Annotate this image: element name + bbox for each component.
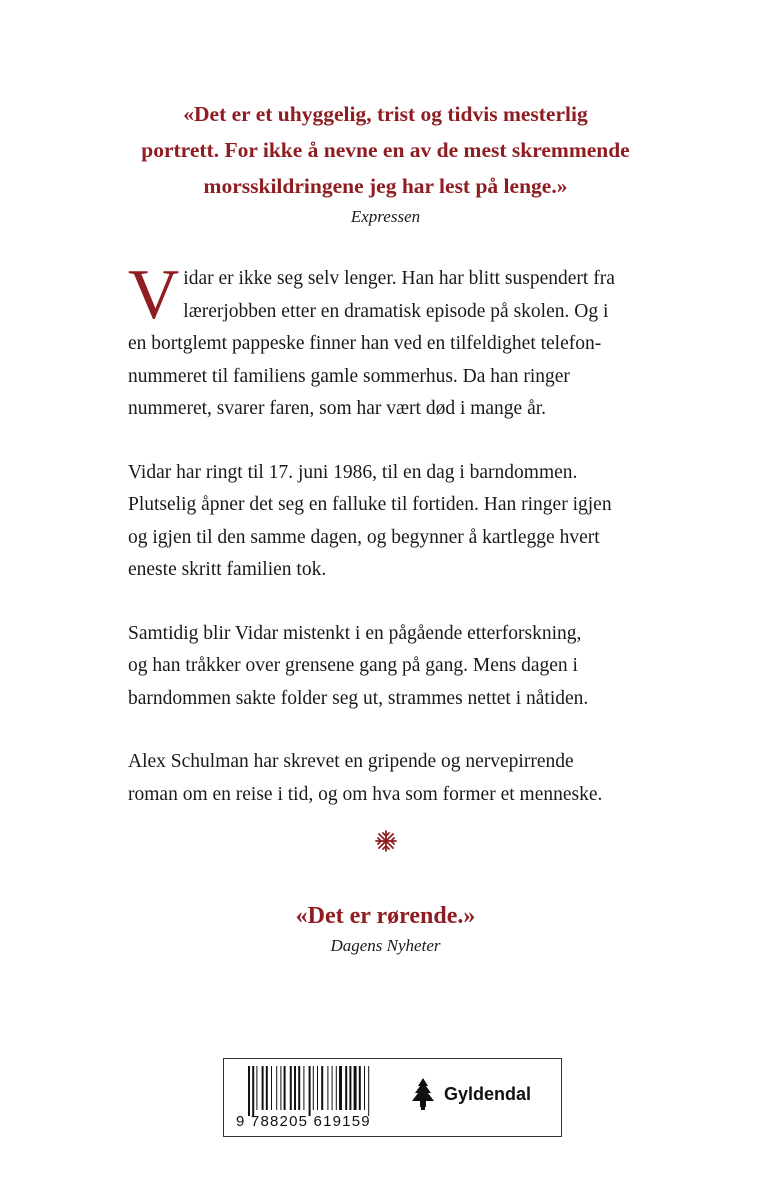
isbn-barcode [248, 1066, 388, 1116]
top-quote-line: morsskildringene jeg har lest på lenge.» [203, 174, 568, 198]
blurb-line: Alex Schulman har skrevet en gripende og nervepirrende [128, 751, 574, 772]
book-blurb [128, 256, 668, 842]
blurb-line: Vidar har ringt til 17. juni 1986, til en dag i barndommen. [128, 461, 578, 483]
bottom-quote-text: «Det er rørende.» [295, 903, 476, 929]
fir-tree-icon [408, 1077, 438, 1111]
blurb-line: roman om en reise i tid, og om hva som former et menneske. [128, 783, 603, 805]
blurb-line: Samtidig blir Vidar mistenkt i en pågående etterforskning, [128, 622, 582, 644]
blurb-line: lærerjobben etter en dramatisk episode på skolen. Og i [183, 300, 609, 322]
top-quote-line: portrett. For ikke å nevne en av de mest skremmende [141, 138, 630, 162]
snowflake-ornament-icon [0, 829, 771, 858]
top-quote-source: Expressen [350, 207, 421, 226]
blurb-paragraph [128, 746, 668, 811]
blurb-paragraph [128, 618, 668, 716]
blurb-line: og han tråkker over grensene gang på gang. Mens dagen i [128, 655, 578, 676]
blurb-line: en bortglemt pappeske finner han ved en tilfeldighet telefon- [128, 333, 602, 354]
top-review-quote [0, 96, 771, 230]
barcode-panel [223, 1058, 562, 1137]
blurb-line: nummeret til familiens gamle sommerhus. Da han ringer [128, 365, 570, 387]
publisher-logo [408, 1077, 531, 1111]
blurb-paragraph [128, 256, 668, 426]
blurb-line: idar er ikke seg selv lenger. Han har blitt suspendert fra [183, 268, 615, 289]
blurb-line: Plutselig åpner det seg en falluke til fortiden. Han ringer igjen [128, 494, 612, 515]
blurb-line: eneste skritt familien tok. [128, 559, 327, 580]
isbn-number: 9 788205 619159 [236, 1113, 371, 1130]
bottom-review-quote [0, 899, 771, 959]
blurb-line: barndommen sakte folder seg ut, strammes nettet i nåtiden. [128, 687, 589, 709]
blurb-line: nummeret, svarer faren, som har vært død i mange år. [128, 398, 547, 419]
top-quote-line: «Det er et uhyggelig, trist og tidvis mesterlig [183, 102, 588, 126]
drop-cap: V [128, 256, 180, 334]
blurb-line: og igjen til den samme dagen, og begynner å kartlegge hvert [128, 526, 600, 548]
blurb-paragraph [128, 457, 668, 587]
publisher-name: Gyldendal [444, 1083, 532, 1104]
bottom-quote-source: Dagens Nyheter [330, 936, 441, 955]
